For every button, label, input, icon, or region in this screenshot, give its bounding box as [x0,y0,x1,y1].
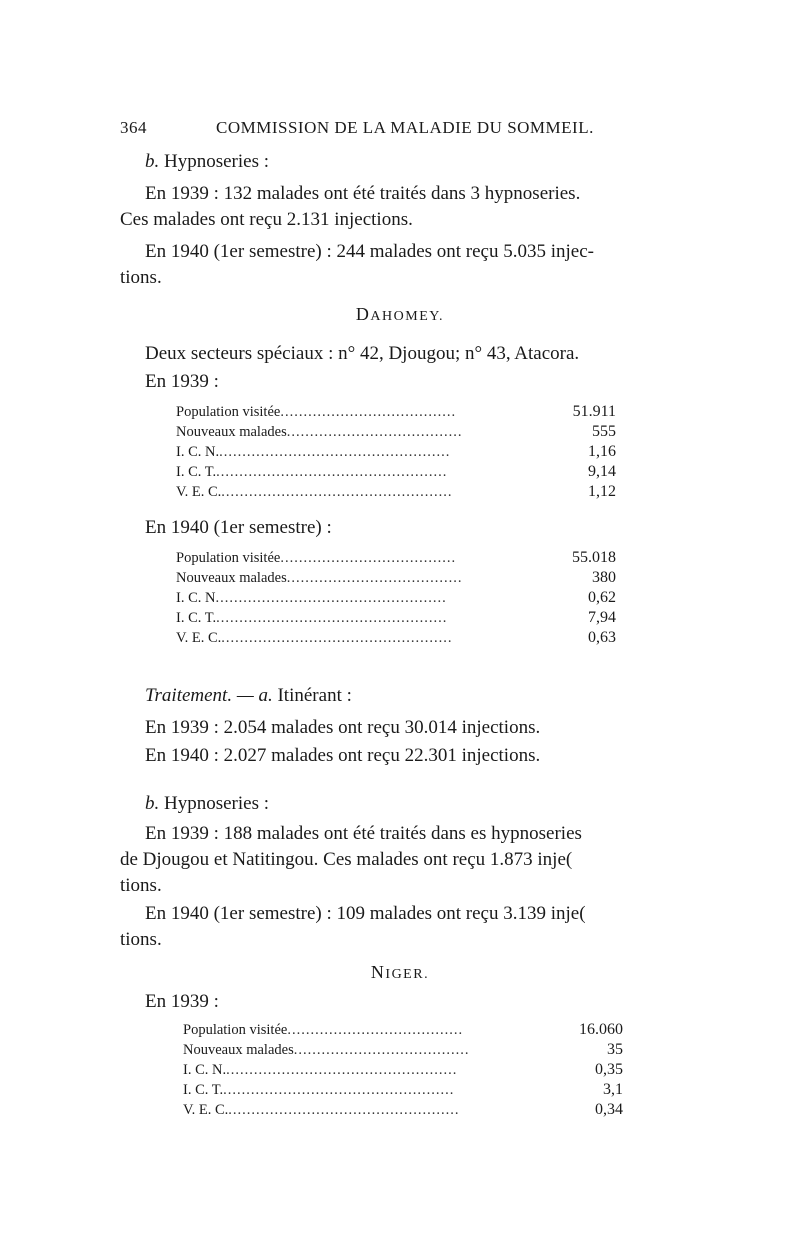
section-b1-title: Hypnoseries : [164,151,270,172]
dahomey-year-1939: En 1939 : [145,371,219,392]
row-value: 9,14 [588,463,616,480]
row-label: I. C. T. [183,1082,224,1098]
paragraph-line: En 1939 : 188 malades ont été traités dans es hypnoseries [145,823,582,844]
paragraph-line: tions. [120,929,162,950]
section-b1-label: b. [145,151,160,172]
dahomey-1940-table [176,548,616,648]
row-label: I. C. N [176,590,216,606]
row-label: V. E. C. [176,630,222,646]
row-label: Population visitée [176,550,281,566]
dahomey-1939-table [176,402,616,502]
row-label: I. C. T. [176,610,217,626]
dahomey-heading: DAHOMEY. [355,304,445,324]
paragraph-line: En 1940 (1er semestre) : 244 malades ont reçu 5.035 injec- [145,241,594,262]
table-row: I. C. N................................................... 0,35 [183,1061,623,1078]
paragraph-line: En 1939 : 2.054 malades ont reçu 30.014 injections. [145,717,541,738]
dahomey-intro: Deux secteurs spéciaux : n° 42, Djougou; n° 43, Atacora. [145,343,580,364]
niger-1939-table [183,1020,623,1120]
niger-year-1939: En 1939 : [145,991,219,1012]
running-title: COMMISSION DE LA MALADIE DU SOMMEIL. [216,118,594,137]
table-row: Nouveaux malades...................................... 555 [176,423,616,440]
traitement-heading [145,684,352,708]
paragraph-line: En 1939 : 132 malades ont été traités dans 3 hypnoseries. [145,183,581,204]
row-label: I. C. N. [183,1062,227,1078]
row-value: 3,1 [603,1081,623,1098]
row-label: Nouveaux malades [176,570,287,586]
row-value: 0,63 [588,629,616,646]
paragraph-line: Ces malades ont reçu 2.131 injections. [120,209,413,230]
row-value: 51.911 [572,403,616,420]
paragraph-line: En 1940 (1er semestre) : 109 malades ont reçu 3.139 inje( [145,903,586,924]
row-value: 380 [592,569,616,586]
table-row: I. C. T................................................... 9,14 [176,463,616,480]
paragraph-line: tions. [120,875,162,896]
paragraph-line: de Djougou et Natitingou. Ces malades ont reçu 1.873 inje( [120,849,573,870]
table-row: I. C. T................................................... 7,94 [176,609,616,626]
page-number: 364 [120,118,147,137]
row-value: 0,34 [595,1101,623,1118]
traitement-title: Itinérant : [277,685,352,706]
table-row: I. C. T................................................... 3,1 [183,1081,623,1098]
dahomey-year-1940: En 1940 (1er semestre) : [145,517,332,538]
row-value: 1,16 [588,443,616,460]
table-row: V. E. C................................................... 0,34 [183,1101,623,1118]
row-label: Nouveaux malades [176,424,287,440]
paragraph-line: En 1940 : 2.027 malades ont reçu 22.301 injections. [145,745,541,766]
section-b1-heading [145,150,269,174]
traitement-label: Traitement. — a. [145,685,273,706]
running-header [120,118,680,142]
table-row: Population visitée...................................... 55.018 [176,549,616,566]
section-b2-title: Hypnoseries : [164,793,270,814]
table-row: V. E. C................................................... 1,12 [176,483,616,500]
row-value: 1,12 [588,483,616,500]
row-value: 555 [592,423,616,440]
row-label: I. C. N. [176,444,220,460]
row-label: V. E. C. [183,1102,229,1118]
row-value: 0,62 [588,589,616,606]
table-row: Population visitée...................................... 51.911 [176,403,616,420]
table-row: Nouveaux malades...................................... 380 [176,569,616,586]
row-value: 16.060 [579,1021,623,1038]
section-b2-heading [145,792,269,816]
table-row: V. E. C................................................... 0,63 [176,629,616,646]
row-value: 7,94 [588,609,616,626]
row-label: Population visitée [176,404,281,420]
row-label: I. C. T. [176,464,217,480]
row-label: Nouveaux malades [183,1042,294,1058]
paragraph-line: tions. [120,267,162,288]
niger-heading: NIGER. [370,962,430,982]
table-row: Nouveaux malades...................................... 35 [183,1041,623,1058]
row-value: 0,35 [595,1061,623,1078]
section-b2-label: b. [145,793,160,814]
row-value: 35 [607,1041,623,1058]
row-value: 55.018 [572,549,616,566]
row-label: V. E. C. [176,484,222,500]
table-row: Population visitée...................................... 16.060 [183,1021,623,1038]
row-label: Population visitée [183,1022,288,1038]
table-row: I. C. N.................................................. 0,62 [176,589,616,606]
table-row: I. C. N................................................... 1,16 [176,443,616,460]
